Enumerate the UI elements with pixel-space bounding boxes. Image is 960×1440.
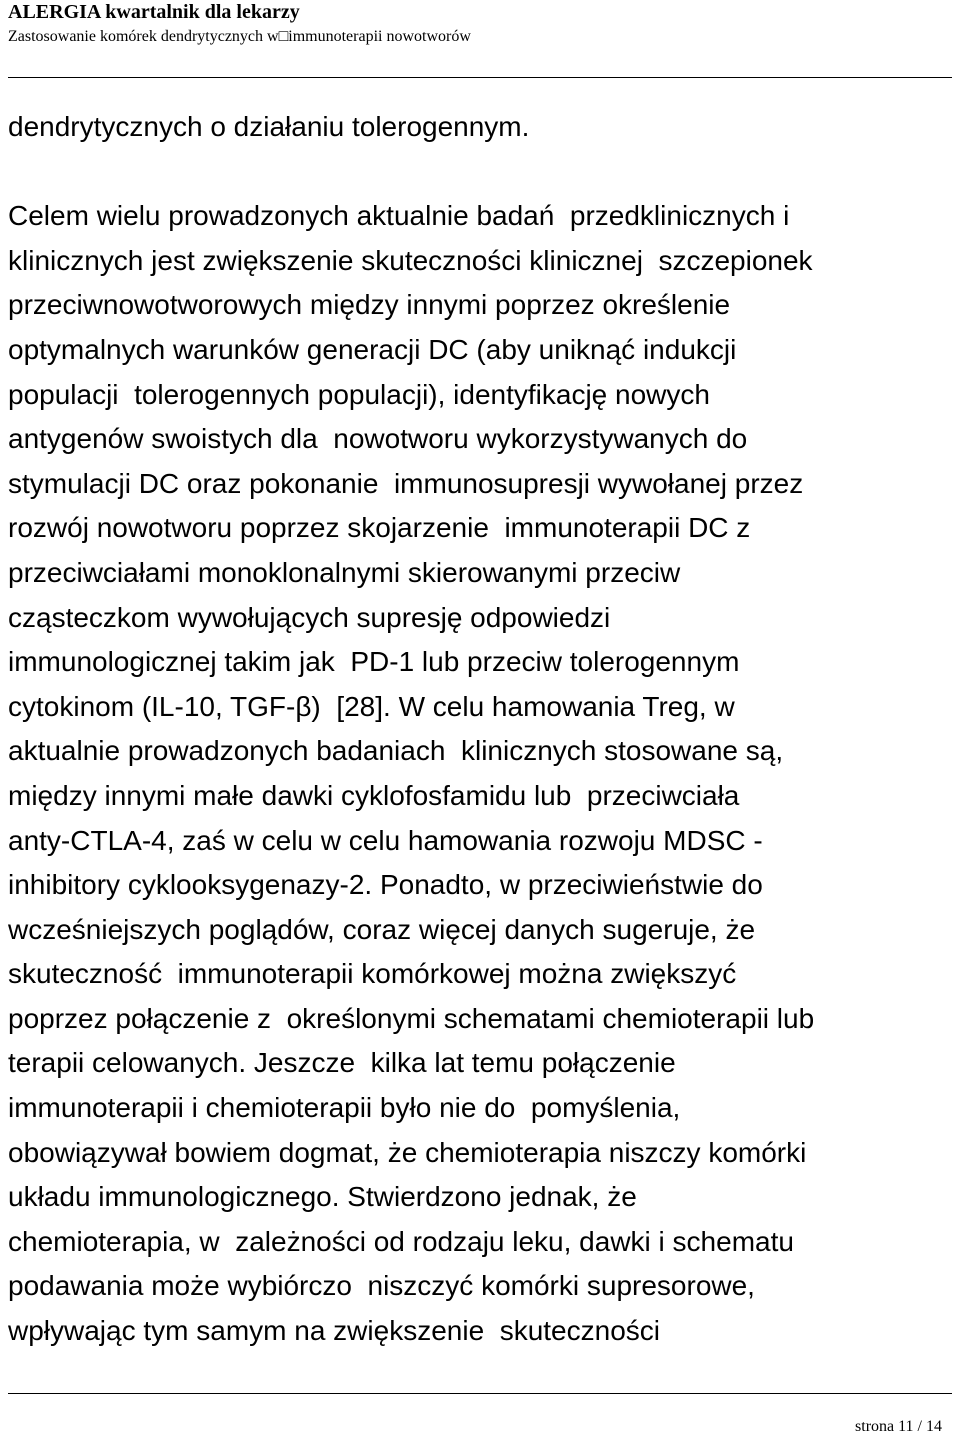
footer-divider — [8, 1393, 952, 1394]
header-divider — [8, 77, 952, 78]
text-line: dendrytycznych o działaniu tolerogennym. — [8, 111, 530, 142]
text-line: wpływając tym samym na zwiększenie skuteczności — [8, 1315, 660, 1347]
text-line: anty-CTLA-4, zaś w celu w celu hamowania rozwoju MDSC - — [8, 824, 763, 856]
text-line: klinicznych jest zwiększenie skuteczności klinicznej szczepionek — [8, 244, 813, 276]
text-line: wcześniejszych poglądów, coraz więcej danych sugeruje, że — [8, 913, 756, 945]
page-header — [8, 0, 952, 48]
body-text — [8, 105, 958, 1354]
page-number: strona 11 / 14 — [855, 1418, 942, 1435]
text-line: skuteczność immunoterapii komórkowej można zwiększyć — [8, 958, 737, 990]
text-line: między innymi małe dawki cyklofosfamidu lub przeciwciała — [8, 779, 740, 811]
text-line: cytokinom (IL-10, TGF-β) [28]. W celu hamowania Treg, w — [8, 690, 735, 722]
text-line: immunologicznej takim jak PD-1 lub przeciw tolerogennym — [8, 646, 740, 678]
text-line: układu immunologicznego. Stwierdzono jednak, że — [8, 1181, 637, 1213]
text-line: aktualnie prowadzonych badaniach klinicznych stosowane są, — [8, 735, 784, 767]
paragraph-main — [8, 194, 958, 1353]
text-line: inhibitory cyklooksygenazy-2. Ponadto, w przeciwieństwie do — [8, 869, 763, 901]
article-title: Zastosowanie komórek dendrytycznych w□immunoterapii nowotworów — [8, 28, 471, 45]
text-line: terapii celowanych. Jeszcze kilka lat temu połączenie — [8, 1047, 676, 1079]
text-line: poprzez połączenie z określonymi schematami chemioterapii lub — [8, 1002, 815, 1034]
text-line: chemioterapia, w zależności od rodzaju leku, dawki i schematu — [8, 1225, 794, 1257]
text-line: populacji tolerogennych populacji), identyfikację nowych — [8, 378, 710, 410]
text-line: podawania może wybiórczo niszczyć komórki supresorowe, — [8, 1270, 755, 1302]
paragraph-spacer — [8, 150, 958, 195]
text-line: Celem wielu prowadzonych aktualnie badań przedklinicznych i — [8, 200, 790, 232]
text-line: przeciwciałami monoklonalnymi skierowanymi przeciw — [8, 556, 681, 588]
text-line: immunoterapii i chemioterapii było nie do pomyślenia, — [8, 1092, 681, 1124]
text-line: obowiązywał bowiem dogmat, że chemioterapia niszczy komórki — [8, 1136, 807, 1168]
text-line: cząsteczkom wywołujących supresję odpowiedzi — [8, 601, 611, 633]
journal-title: ALERGIA kwartalnik dla lekarzy — [8, 1, 300, 23]
text-line: antygenów swoistych dla nowotworu wykorzystywanych do — [8, 423, 748, 455]
text-line: rozwój nowotworu poprzez skojarzenie immunoterapii DC z — [8, 512, 751, 544]
paragraph-intro — [8, 105, 958, 150]
text-line: optymalnych warunków generacji DC (aby uniknąć indukcji — [8, 333, 737, 365]
text-line: przeciwnowotworowych między innymi poprzez określenie — [8, 289, 731, 321]
text-line: stymulacji DC oraz pokonanie immunosupresji wywołanej przez — [8, 467, 804, 499]
